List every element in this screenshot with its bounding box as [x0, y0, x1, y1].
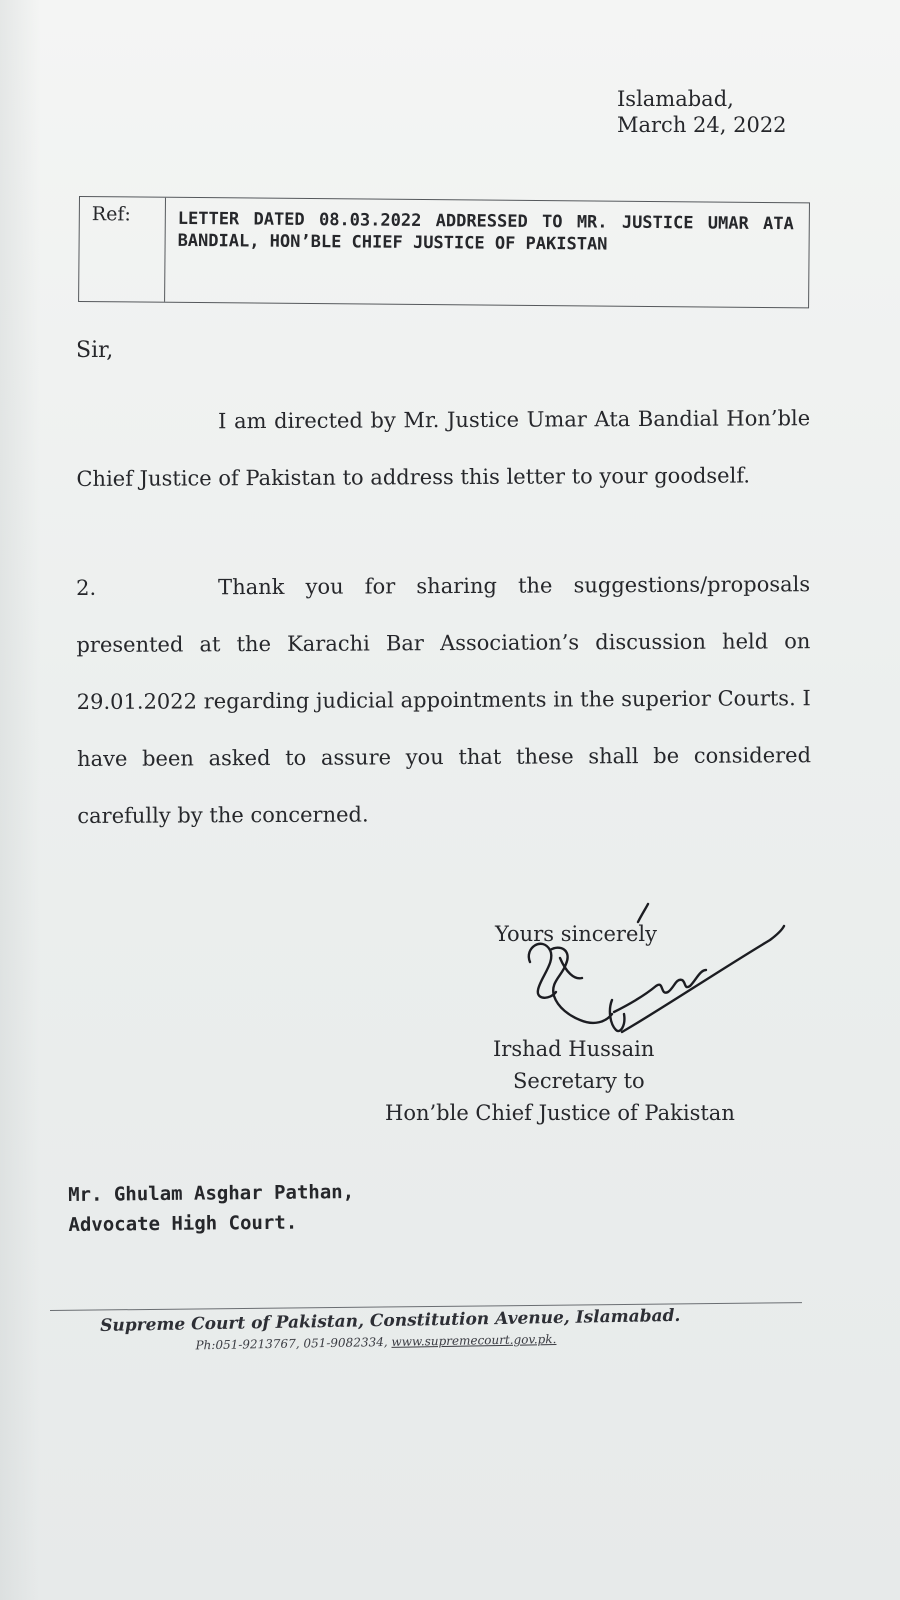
reference-box	[78, 196, 810, 308]
date-block	[617, 86, 787, 138]
paragraph-1	[76, 390, 811, 508]
paragraph-2-text: Thank you for sharing the suggestions/proposals presented at the Karachi Bar Association’s discussion held on 29.01.2022 regarding judicial appointments in the superior Courts. I have been asked to assure you that these shall be considered carefully by the concerned.	[76, 572, 812, 828]
paragraph-1-text: I am directed by Mr. Justice Umar Ata Bandial Hon’ble Chief Justice of Pakistan to address this letter to your goodself.	[76, 406, 811, 491]
signatory-title-line-2: Hon’ble Chief Justice of Pakistan	[385, 1101, 735, 1125]
date-line: March 24, 2022	[617, 113, 787, 137]
recipient-designation: Advocate High Court.	[68, 1211, 298, 1236]
footer-phone: Ph:051-9213767, 051-9082334,	[195, 1334, 388, 1353]
footer-website-link[interactable]: www.supremecourt.gov.pk.	[391, 1332, 557, 1349]
signatory-name: Irshad Hussain	[493, 1037, 655, 1061]
valediction: Yours sincerely	[495, 922, 657, 946]
signatory-title-line-1: Secretary to	[513, 1069, 645, 1093]
paragraph-2	[76, 556, 811, 845]
place-line: Islamabad,	[617, 87, 734, 111]
reference-label: Ref:	[79, 197, 166, 302]
page-shadow	[0, 0, 40, 1600]
recipient-block	[68, 1177, 355, 1240]
salutation: Sir,	[76, 338, 114, 363]
letterhead-footer	[100, 1304, 761, 1354]
reference-text: LETTER DATED 08.03.2022 ADDRESSED TO MR. JUSTICE UMAR ATA BANDIAL, HON’BLE CHIEF JUSTICE OF PAKISTAN	[177, 208, 794, 255]
paragraph-2-number: 2.	[76, 575, 97, 600]
footer-address: Supreme Court of Pakistan, Constitution Avenue, Islamabad.	[100, 1305, 681, 1336]
recipient-name: Mr. Ghulam Asghar Pathan,	[68, 1181, 355, 1206]
paragraph-indent	[76, 428, 218, 429]
handwritten-signature	[520, 900, 790, 1050]
